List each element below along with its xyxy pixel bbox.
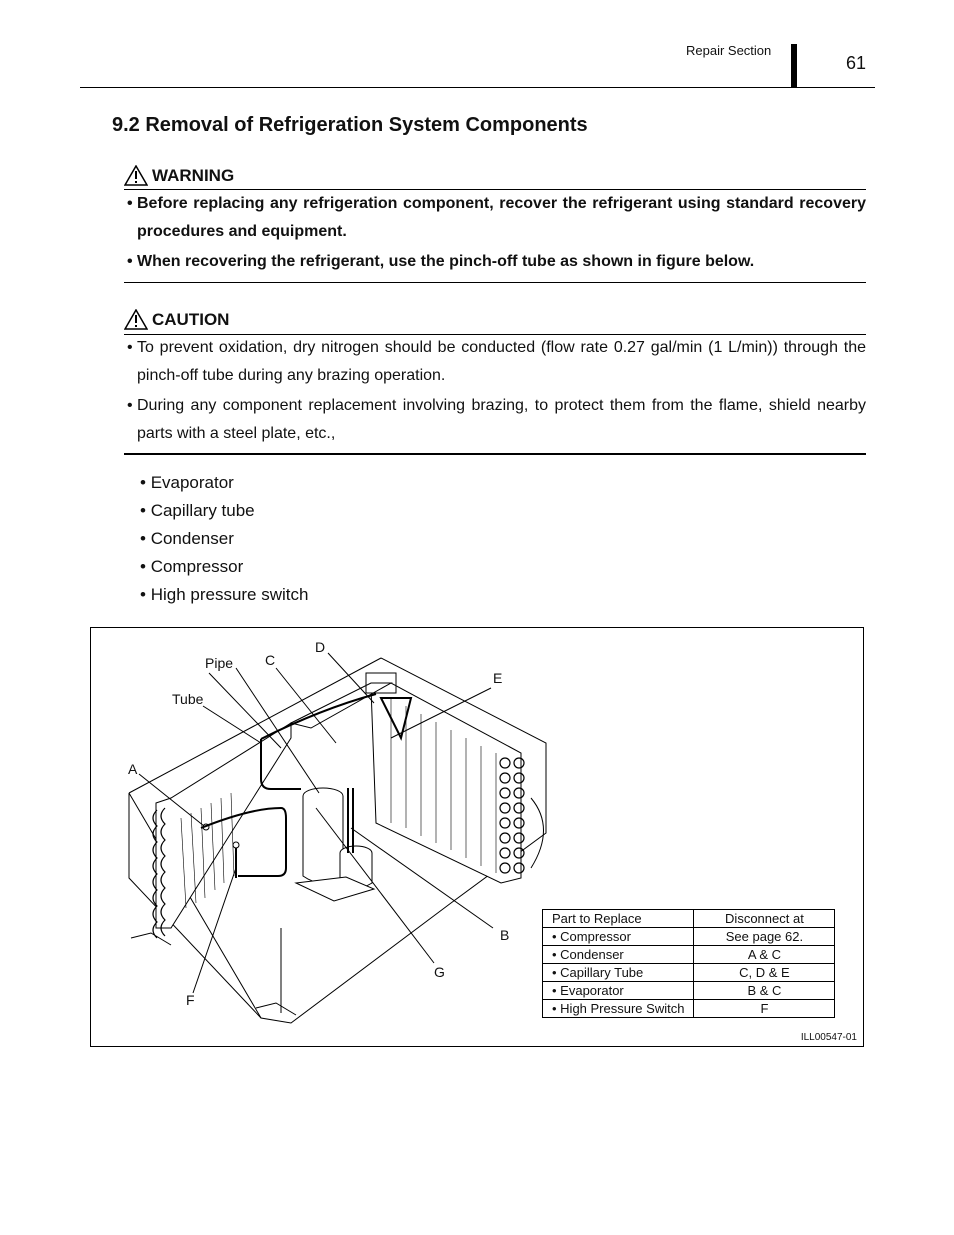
label-f: F xyxy=(186,992,195,1008)
table-cell: A & C xyxy=(694,946,835,964)
table-header: Part to Replace xyxy=(543,910,694,928)
table-row xyxy=(543,982,835,1000)
list-item: • Condenser xyxy=(140,529,234,548)
warning-item: • Before replacing any refrigeration component, recover the refrigerant using standard recovery procedures and equipment. xyxy=(127,190,866,246)
table-cell: F xyxy=(694,1000,835,1018)
label-b: B xyxy=(500,927,510,943)
table-cell: • Evaporator xyxy=(543,982,694,1000)
warning-triangle-icon xyxy=(124,165,148,186)
table-row xyxy=(543,928,835,946)
caution-item-text: During any component replacement involving brazing, to protect them from the flame, shield nearby parts with a steel plate, etc., xyxy=(137,397,866,442)
warning-heading-text: WARNING xyxy=(152,165,235,185)
caution-item-text: To prevent oxidation, dry nitrogen should be conducted (flow rate 0.27 gal/min (1 L/min)) through the pinch-off tube during any brazing operation. xyxy=(137,339,866,384)
label-tube: Tube xyxy=(172,691,204,707)
table-cell: • Capillary Tube xyxy=(543,964,694,982)
table-cell: • Compressor xyxy=(543,928,694,946)
label-c: C xyxy=(265,652,276,668)
component-list xyxy=(140,469,308,609)
table-cell: B & C xyxy=(694,982,835,1000)
caution-item: • To prevent oxidation, dry nitrogen should be conducted (flow rate 0.27 gal/min (1 L/min)) through the pinch-off tube during any brazing operation. xyxy=(127,334,866,390)
label-g: G xyxy=(434,964,445,980)
table-cell: • Condenser xyxy=(543,946,694,964)
warning-item-text: When recovering the refrigerant, use the pinch-off tube as shown in figure below. xyxy=(137,253,755,270)
label-e: E xyxy=(493,670,503,686)
table-cell: See page 62. xyxy=(694,928,835,946)
section-title: 9.2 Removal of Refrigeration System Components xyxy=(112,114,588,136)
list-item: • Capillary tube xyxy=(140,501,255,520)
running-header-label: Repair Section xyxy=(686,43,772,58)
table-row xyxy=(543,964,835,982)
caution-triangle-icon xyxy=(124,309,148,330)
warning-bottom-rule xyxy=(124,282,866,283)
caution-item: • During any component replacement involving brazing, to protect them from the flame, shield nearby parts with a steel plate, etc., xyxy=(127,392,866,448)
table-header: Disconnect at xyxy=(694,910,835,928)
caution-heading-text: CAUTION xyxy=(152,309,230,329)
label-a: A xyxy=(128,761,138,777)
table-row xyxy=(543,1000,835,1018)
header-rule xyxy=(80,87,875,88)
warning-item-text: Before replacing any refrigeration component, recover the refrigerant using standard recovery procedures and equipment. xyxy=(137,195,866,240)
list-item: • Evaporator xyxy=(140,473,234,492)
page-number: 61 xyxy=(846,53,867,73)
list-item: • High pressure switch xyxy=(140,585,309,604)
parts-table xyxy=(542,909,835,1018)
table-row xyxy=(543,946,835,964)
list-item: • Compressor xyxy=(140,557,244,576)
label-d: D xyxy=(315,639,326,655)
refrigeration-figure xyxy=(90,627,864,1047)
table-cell: C, D & E xyxy=(694,964,835,982)
caution-bottom-rule xyxy=(124,453,866,455)
table-cell: • High Pressure Switch xyxy=(543,1000,694,1018)
header-bar xyxy=(791,44,797,88)
table-header-row xyxy=(543,910,835,928)
warning-item: • When recovering the refrigerant, use the pinch-off tube as shown in figure below. xyxy=(127,248,866,276)
warning-heading xyxy=(124,165,234,186)
caution-heading xyxy=(124,309,229,330)
figure-id: ILL00547-01 xyxy=(800,1032,857,1043)
label-pipe: Pipe xyxy=(205,655,234,671)
